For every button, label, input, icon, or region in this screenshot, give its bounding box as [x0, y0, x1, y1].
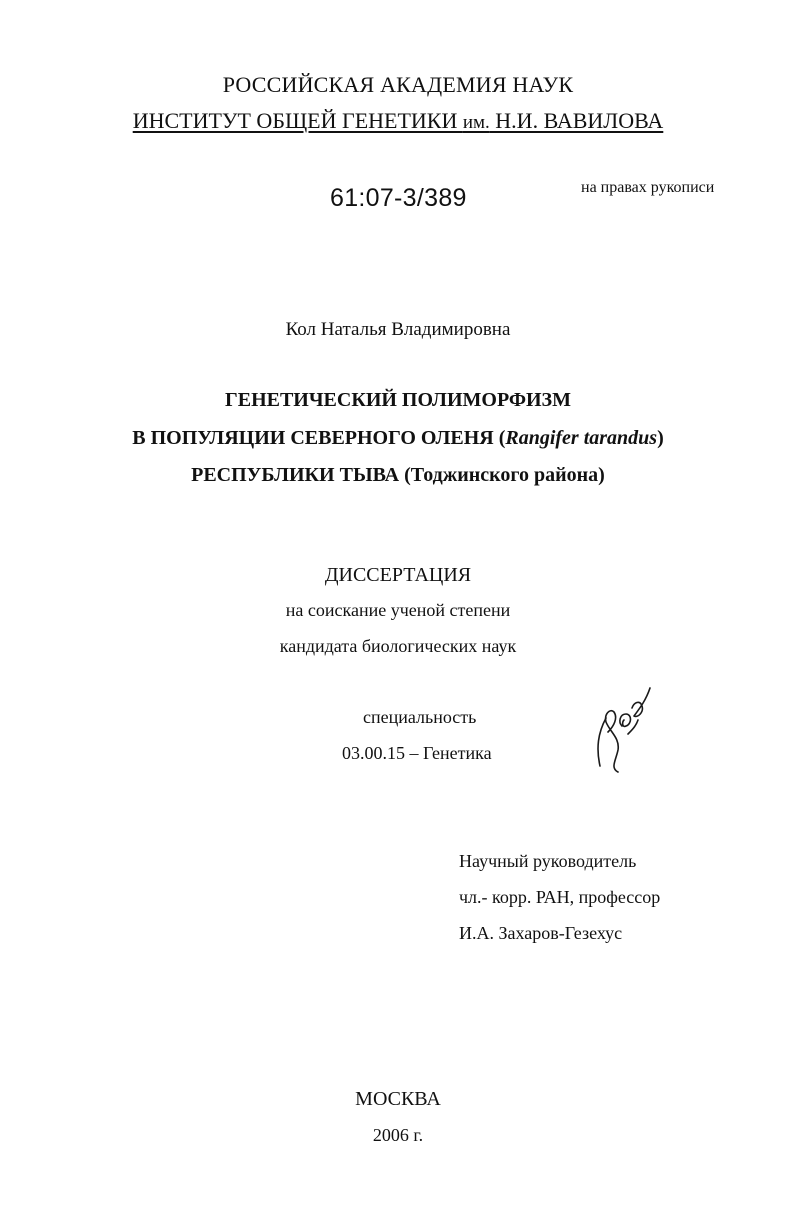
specialty-label: специальность	[363, 707, 477, 727]
title-line-3: РЕСПУБЛИКИ ТЫВА (Тоджинского района)	[191, 464, 605, 486]
institute-abbr: им.	[462, 112, 490, 133]
catalog-code: 61:07-3/389	[330, 184, 467, 212]
dissertation-type: ДИССЕРТАЦИЯ	[324, 564, 472, 586]
supervisor-position: чл.- корр. РАН, профессор	[459, 887, 661, 907]
academy-name: РОССИЙСКАЯ АКАДЕМИЯ НАУК	[222, 72, 574, 97]
manuscript-note: на правах рукописи	[581, 179, 715, 196]
specialty-value: 03.00.15 – Генетика	[342, 743, 492, 763]
dissertation-degree: кандидата биологических наук	[279, 636, 517, 656]
institute-person: Н.И. ВАВИЛОВА	[489, 108, 664, 133]
city: МОСКВА	[355, 1088, 441, 1110]
year: 2006 г.	[372, 1125, 424, 1145]
handwritten-signature	[588, 678, 658, 778]
institute-main: ИНСТИТУТ ОБЩЕЙ ГЕНЕТИКИ	[132, 108, 463, 133]
title-line-2-suffix: )	[657, 427, 664, 449]
supervisor-label: Научный руководитель	[459, 851, 637, 871]
title-line-1: ГЕНЕТИЧЕСКИЙ ПОЛИМОРФИЗМ	[225, 389, 571, 411]
title-line-2-prefix: В ПОПУЛЯЦИИ СЕВЕРНОГО ОЛЕНЯ (	[132, 427, 506, 449]
author-name: Кол Наталья Владимировна	[285, 319, 511, 340]
dissertation-purpose: на соискание ученой степени	[285, 600, 511, 620]
latin-species-name: Rangifer tarandus	[505, 427, 658, 449]
supervisor-name: И.А. Захаров-Гезехус	[459, 923, 623, 943]
title-line-2	[0, 428, 796, 448]
institute-name	[0, 110, 796, 132]
